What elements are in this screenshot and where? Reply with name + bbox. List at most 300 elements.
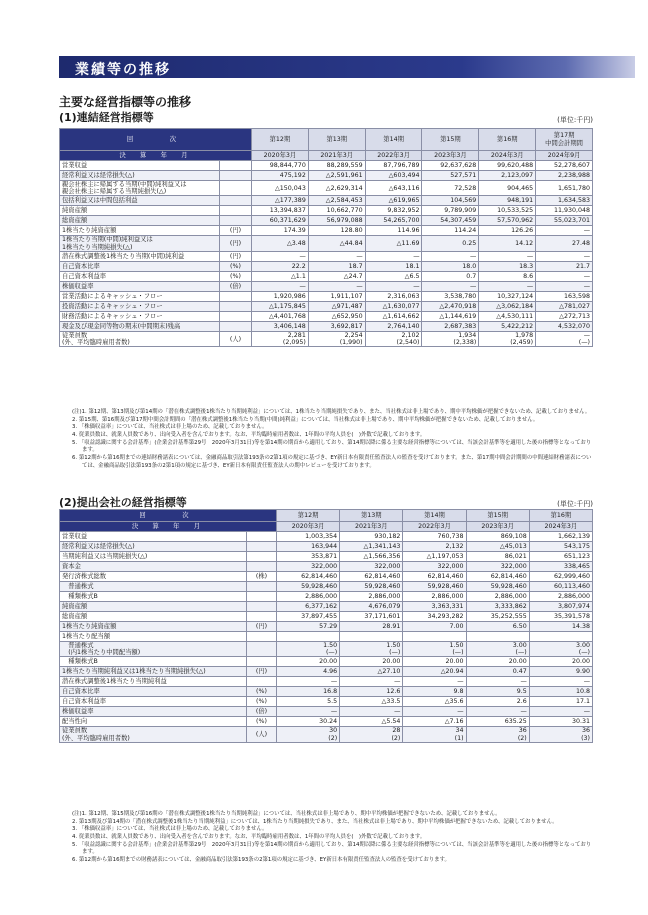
row-unit xyxy=(247,642,277,657)
cell-value: 54,265,700 xyxy=(365,216,422,226)
cell-value: 30.31 xyxy=(529,717,592,727)
cell-value: — xyxy=(403,707,466,717)
cell-value: — xyxy=(340,677,403,687)
row-label: 経常利益又は経常損失(△) xyxy=(60,542,247,552)
cell-value: 88,289,559 xyxy=(308,161,365,171)
cell-value: 30.24 xyxy=(277,717,340,727)
cell-value: — xyxy=(252,251,309,261)
table-row xyxy=(60,261,593,271)
cell-value: △11.69 xyxy=(365,236,422,251)
table-row xyxy=(60,321,593,331)
cell-value: 760,738 xyxy=(403,532,466,542)
cell-value: 57.29 xyxy=(277,622,340,632)
cell-value: △2,584,453 xyxy=(308,196,365,206)
date-col-header: 2020年3月 xyxy=(252,151,309,161)
period-col-header: 第15期 xyxy=(466,510,529,522)
cell-value: △643,116 xyxy=(365,181,422,196)
table-row xyxy=(60,236,593,251)
cell-value: — (—) xyxy=(536,331,593,346)
cell-value: △3,062,184 xyxy=(479,301,536,311)
cell-value: 14.38 xyxy=(529,622,592,632)
cell-value: △971,487 xyxy=(308,301,365,311)
table-row xyxy=(60,697,593,707)
cell-value: 6,377,162 xyxy=(277,602,340,612)
row-unit xyxy=(220,161,252,171)
cell-value: 87,796,789 xyxy=(365,161,422,171)
cell-value: 18.0 xyxy=(422,261,479,271)
table-row xyxy=(60,532,593,542)
note-item: 3. 「株価収益率」については、当社株式は非上場のため、記載しておりません。 xyxy=(72,826,268,833)
cell-value: 62,814,460 xyxy=(466,572,529,582)
cell-value: 2,886,000 xyxy=(403,592,466,602)
row-label: 発行済株式総数 xyxy=(60,572,247,582)
row-label: 自己資本利益率 xyxy=(60,697,247,707)
period-col-header: 第12期 xyxy=(277,510,340,522)
cell-value: △272,713 xyxy=(536,311,593,321)
cell-value: 6.50 xyxy=(466,622,529,632)
cell-value: △4,530,111 xyxy=(479,311,536,321)
cell-value: △27.10 xyxy=(340,667,403,677)
row-unit: (円) xyxy=(247,667,277,677)
cell-value: 322,000 xyxy=(277,562,340,572)
cell-value: 3.00 (—) xyxy=(529,642,592,657)
cell-value: 4,532,070 xyxy=(536,321,593,331)
consolidated-notes xyxy=(59,409,593,470)
row-label: 包括利益又は中間包括利益 xyxy=(60,196,220,206)
table-row xyxy=(60,281,593,291)
row-label: 自己資本比率 xyxy=(60,261,220,271)
cell-value: 59,928,460 xyxy=(277,582,340,592)
table-row xyxy=(60,552,593,562)
row-unit xyxy=(247,582,277,592)
row-unit xyxy=(247,632,277,642)
date-col-header: 2023年3月 xyxy=(422,151,479,161)
date-col-header: 2022年3月 xyxy=(365,151,422,161)
cell-value: 12.6 xyxy=(340,687,403,697)
cell-value: △150,043 xyxy=(252,181,309,196)
cell-value: △1.1 xyxy=(252,271,309,281)
cell-value: 163,598 xyxy=(536,291,593,301)
row-label: 潜在株式調整後1株当たり当期(中間)純利益 xyxy=(60,251,220,261)
row-unit xyxy=(247,542,277,552)
table-row xyxy=(60,592,593,602)
cell-value: — xyxy=(277,677,340,687)
row-unit xyxy=(247,677,277,687)
cell-value: 10.8 xyxy=(529,687,592,697)
row-unit xyxy=(247,562,277,572)
cell-value: — xyxy=(466,707,529,717)
cell-value: 57,570,962 xyxy=(479,216,536,226)
period-col-header: 第14期 xyxy=(365,129,422,151)
cell-value: 4,676,079 xyxy=(340,602,403,612)
company-title: (2)提出会社の経営指標等 xyxy=(59,496,187,509)
table-row xyxy=(60,582,593,592)
cell-value: 56,979,088 xyxy=(308,216,365,226)
cell-value: 338,465 xyxy=(529,562,592,572)
date-header: 決 算 年 月 xyxy=(60,151,252,161)
cell-value: — xyxy=(536,281,593,291)
cell-value: — xyxy=(365,251,422,261)
cell-value: 99,620,488 xyxy=(479,161,536,171)
cell-value: 27.48 xyxy=(536,236,593,251)
cell-value: 60,371,629 xyxy=(252,216,309,226)
table-row xyxy=(60,622,593,632)
row-unit: (人) xyxy=(247,727,277,742)
cell-value: 322,000 xyxy=(340,562,403,572)
period-col-header: 第13期 xyxy=(340,510,403,522)
cell-value: 35,391,578 xyxy=(529,612,592,622)
row-label: 潜在株式調整後1株当たり当期純利益 xyxy=(60,677,247,687)
cell-value: 930,182 xyxy=(340,532,403,542)
cell-value: 1,634,583 xyxy=(536,196,593,206)
cell-value: — xyxy=(308,281,365,291)
table-row xyxy=(60,251,593,261)
table-row xyxy=(60,562,593,572)
row-unit xyxy=(220,196,252,206)
cell-value: △781,027 xyxy=(536,301,593,311)
cell-value: — xyxy=(422,281,479,291)
cell-value: 10,662,770 xyxy=(308,206,365,216)
cell-value: 21.7 xyxy=(536,261,593,271)
cell-value: 1,978 (2,459) xyxy=(479,331,536,346)
cell-value: 0.47 xyxy=(466,667,529,677)
row-unit: (円) xyxy=(220,226,252,236)
row-unit xyxy=(220,206,252,216)
cell-value: 2.6 xyxy=(466,697,529,707)
table-row xyxy=(60,602,593,612)
cell-value: 0.25 xyxy=(422,236,479,251)
row-unit xyxy=(220,291,252,301)
row-label: 配当性向 xyxy=(60,717,247,727)
cell-value: △1,614,662 xyxy=(365,311,422,321)
row-label: 資本金 xyxy=(60,562,247,572)
cell-value: △1,566,356 xyxy=(340,552,403,562)
cell-value: 35,252,555 xyxy=(466,612,529,622)
row-label: 普通株式 xyxy=(60,582,247,592)
cell-value xyxy=(277,632,340,642)
row-label: 自己資本利益率 xyxy=(60,271,220,281)
period-header: 回 次 xyxy=(60,129,252,151)
cell-value: 59,928,460 xyxy=(340,582,403,592)
note-item: 4. 従業員数は、就業人員数であり、出向受入者を含んでおります。なお、平均臨時雇用者数は、1年間の平均人員を( )外数で記載しております。 xyxy=(72,432,426,439)
row-unit: (%) xyxy=(247,717,277,727)
row-label: 1株当たり純資産額 xyxy=(60,622,247,632)
note-item: (注)1. 第12期、第13期及び第14期の「潜在株式調整後1株当たり当期純利益」については、1株当たり当期純損失であり、また、当社株式は非上場であり、期中平均株価が把握できないため、記載しておりません。 xyxy=(72,409,591,415)
cell-value: 34,293,282 xyxy=(403,612,466,622)
cell-value: 30 (2) xyxy=(277,727,340,742)
cell-value: △7.16 xyxy=(403,717,466,727)
cell-value: △619,965 xyxy=(365,196,422,206)
cell-value: — xyxy=(403,677,466,687)
table-row xyxy=(60,291,593,301)
period-col-header: 第16期 xyxy=(529,510,592,522)
table-row xyxy=(60,181,593,196)
cell-value: 22.2 xyxy=(252,261,309,271)
cell-value: 1.50 (—) xyxy=(403,642,466,657)
cell-value: 3.00 (—) xyxy=(466,642,529,657)
cell-value: 126.26 xyxy=(479,226,536,236)
cell-value: 2,687,383 xyxy=(422,321,479,331)
row-unit xyxy=(247,657,277,667)
row-label: 1株当たり当期純利益又は1株当たり当期純損失(△) xyxy=(60,667,247,677)
cell-value: △35.6 xyxy=(403,697,466,707)
cell-value: 37,171,601 xyxy=(340,612,403,622)
cell-value: △5.54 xyxy=(340,717,403,727)
row-label: 種類株式B xyxy=(60,657,247,667)
period-col-header: 第15期 xyxy=(422,129,479,151)
table-row xyxy=(60,572,593,582)
cell-value: 2,238,988 xyxy=(536,171,593,181)
cell-value: 527,571 xyxy=(422,171,479,181)
row-unit xyxy=(220,301,252,311)
cell-value: — xyxy=(252,281,309,291)
cell-value: △2,591,961 xyxy=(308,171,365,181)
cell-value: △20.94 xyxy=(403,667,466,677)
row-unit xyxy=(220,311,252,321)
cell-value: 2,316,063 xyxy=(365,291,422,301)
note-item: 2. 第15期、第16期及び第17期中間会計期間の「潜在株式調整後1株当たり当期(中間)純利益」については、当社株式は非上場であり、期中平均株価が把握できないため、記載しておりません。 xyxy=(72,416,539,423)
banner-title: 業績等の推移 xyxy=(75,62,171,78)
row-label: 総資産額 xyxy=(60,612,247,622)
cell-value: 904,465 xyxy=(479,181,536,196)
cell-value: 28.91 xyxy=(340,622,403,632)
cell-value: — xyxy=(340,707,403,717)
cell-value: 9,789,909 xyxy=(422,206,479,216)
table-row xyxy=(60,717,593,727)
cell-value: 635.25 xyxy=(466,717,529,727)
cell-value: 52,278,607 xyxy=(536,161,593,171)
cell-value: — xyxy=(277,707,340,717)
cell-value: 0.7 xyxy=(422,271,479,281)
row-label: 1株当たり配当額 xyxy=(60,632,247,642)
row-label: 親会社株主に帰属する当期(中間)純利益又は 親会社株主に帰属する当期純損失(△) xyxy=(60,181,220,196)
cell-value: 9.5 xyxy=(466,687,529,697)
cell-value: 3,363,331 xyxy=(403,602,466,612)
company-indicators-table xyxy=(59,509,593,743)
table-row xyxy=(60,216,593,226)
cell-value: 104,569 xyxy=(422,196,479,206)
period-col-header: 第17期 中間会計期間 xyxy=(536,129,593,151)
table-row xyxy=(60,642,593,657)
row-unit: (人) xyxy=(220,331,252,346)
table-row xyxy=(60,687,593,697)
cell-value: 163,944 xyxy=(277,542,340,552)
cell-value: 34 (1) xyxy=(403,727,466,742)
cell-value: — xyxy=(365,281,422,291)
cell-value: △652,950 xyxy=(308,311,365,321)
row-unit xyxy=(220,171,252,181)
cell-value: — xyxy=(466,677,529,687)
table-row xyxy=(60,707,593,717)
cell-value: 55,023,701 xyxy=(536,216,593,226)
row-label: 自己資本比率 xyxy=(60,687,247,697)
cell-value: 1,003,354 xyxy=(277,532,340,542)
date-col-header: 2022年3月 xyxy=(403,522,466,532)
cell-value: — xyxy=(536,271,593,281)
cell-value: 9.90 xyxy=(529,667,592,677)
row-label: 経常利益又は経常損失(△) xyxy=(60,171,220,181)
cell-value: 5.5 xyxy=(277,697,340,707)
row-unit: (円) xyxy=(220,251,252,261)
row-label: 株価収益率 xyxy=(60,707,247,717)
cell-value: 2,886,000 xyxy=(466,592,529,602)
cell-value: △1,144,619 xyxy=(422,311,479,321)
cell-value: 475,192 xyxy=(252,171,309,181)
cell-value: — xyxy=(536,226,593,236)
row-unit xyxy=(220,216,252,226)
period-header: 回 次 xyxy=(60,510,277,522)
cell-value: 2,886,000 xyxy=(340,592,403,602)
cell-value: 10,327,124 xyxy=(479,291,536,301)
period-col-header: 第13期 xyxy=(308,129,365,151)
cell-value xyxy=(403,632,466,642)
cell-value: 20.00 xyxy=(340,657,403,667)
date-col-header: 2021年3月 xyxy=(308,151,365,161)
cell-value: 18.7 xyxy=(308,261,365,271)
cell-value: 1.50 (—) xyxy=(340,642,403,657)
row-label: 従業員数 (外、平均臨時雇用者数) xyxy=(60,331,220,346)
table-row xyxy=(60,612,593,622)
cell-value: 869,108 xyxy=(466,532,529,542)
cell-value: 54,307,459 xyxy=(422,216,479,226)
cell-value: 72,528 xyxy=(422,181,479,196)
cell-value: 10,533,525 xyxy=(479,206,536,216)
date-col-header: 2024年3月 xyxy=(529,522,592,532)
cell-value: 36 (3) xyxy=(529,727,592,742)
cell-value: 60,113,460 xyxy=(529,582,592,592)
table-row xyxy=(60,727,593,742)
cell-value xyxy=(466,632,529,642)
cell-value: 2,132 xyxy=(403,542,466,552)
cell-value: △33.5 xyxy=(340,697,403,707)
cell-value: 14.12 xyxy=(479,236,536,251)
note-item: 6. 第12期から第16期までの財務諸表については、金融商品取引法第193条の2第1項の規定に基づき、EY新日本有限責任監査法人の監査を受けております。 xyxy=(72,857,450,864)
cell-value: — xyxy=(479,251,536,261)
table-row xyxy=(60,206,593,216)
note-item: 3. 「株価収益率」については、当社株式は非上場のため、記載しておりません。 xyxy=(72,424,268,431)
table-row xyxy=(60,226,593,236)
company-unit: (単位:千円) xyxy=(557,500,593,508)
row-unit xyxy=(247,602,277,612)
cell-value: 2,886,000 xyxy=(277,592,340,602)
cell-value: △1,197,053 xyxy=(403,552,466,562)
row-unit: (%) xyxy=(220,261,252,271)
row-label: 現金及び現金同等物の期末(中間期末)残高 xyxy=(60,321,220,331)
cell-value: △44.84 xyxy=(308,236,365,251)
cell-value: 5,422,212 xyxy=(479,321,536,331)
note-item: 2. 第13期及び第14期の「潜在株式調整後1株当たり当期純利益」については、1株当たり当期純損失であり、また、当社株式は非上場であり、期中平均株価が把握できないため、記載しておりません。 xyxy=(72,818,558,825)
cell-value: △24.7 xyxy=(308,271,365,281)
period-col-header: 第12期 xyxy=(252,129,309,151)
row-unit xyxy=(247,592,277,602)
page-banner xyxy=(59,56,635,78)
cell-value: 86,021 xyxy=(466,552,529,562)
row-label: 1株当たり純資産額 xyxy=(60,226,220,236)
cell-value: 322,000 xyxy=(403,562,466,572)
row-label: 総資産額 xyxy=(60,216,220,226)
row-label: 普通株式 (内1株当たり中間配当額) xyxy=(60,642,247,657)
row-unit xyxy=(220,321,252,331)
row-unit: (倍) xyxy=(220,281,252,291)
cell-value: 9,832,952 xyxy=(365,206,422,216)
cell-value: 20.00 xyxy=(529,657,592,667)
row-label: 種類株式B xyxy=(60,592,247,602)
cell-value: 37,897,455 xyxy=(277,612,340,622)
cell-value: 1,662,139 xyxy=(529,532,592,542)
cell-value: 3,807,974 xyxy=(529,602,592,612)
cell-value: 3,333,862 xyxy=(466,602,529,612)
cell-value: △45,013 xyxy=(466,542,529,552)
cell-value: 353,871 xyxy=(277,552,340,562)
cell-value: 1,651,780 xyxy=(536,181,593,196)
cell-value: 20.00 xyxy=(403,657,466,667)
row-unit xyxy=(247,552,277,562)
row-label: 純資産額 xyxy=(60,602,247,612)
row-unit: (円) xyxy=(247,622,277,632)
table-row xyxy=(60,632,593,642)
cell-value: △603,494 xyxy=(365,171,422,181)
row-unit: (%) xyxy=(247,687,277,697)
cell-value: — xyxy=(536,251,593,261)
table-row xyxy=(60,667,593,677)
row-unit: (円) xyxy=(220,236,252,251)
cell-value: 59,928,460 xyxy=(466,582,529,592)
row-label: 純資産額 xyxy=(60,206,220,216)
period-col-header: 第16期 xyxy=(479,129,536,151)
cell-value: 59,928,460 xyxy=(403,582,466,592)
note-item: 5. 「収益認識に関する会計基準」(企業会計基準第29号 2020年3月31日)等を第14期の期首から適用しており、第14期以降に係る主要な経営指標等については、当該会計基準等を適用した後の指標等となっております。 xyxy=(72,439,592,454)
cell-value: △1,175,845 xyxy=(252,301,309,311)
table-row xyxy=(60,331,593,346)
date-col-header: 2024年3月 xyxy=(479,151,536,161)
cell-value: — xyxy=(479,281,536,291)
cell-value: △4,401,768 xyxy=(252,311,309,321)
cell-value: 2,123,097 xyxy=(479,171,536,181)
table-row xyxy=(60,657,593,667)
table-row xyxy=(60,677,593,687)
cell-value: 2,886,000 xyxy=(529,592,592,602)
table-row xyxy=(60,542,593,552)
cell-value: 20.00 xyxy=(277,657,340,667)
cell-value: 18.3 xyxy=(479,261,536,271)
cell-value: 1.50 (—) xyxy=(277,642,340,657)
date-col-header: 2021年3月 xyxy=(340,522,403,532)
company-notes xyxy=(59,811,593,865)
row-unit: (%) xyxy=(247,697,277,707)
table-row xyxy=(60,196,593,206)
cell-value: 4.96 xyxy=(277,667,340,677)
row-unit: (%) xyxy=(220,271,252,281)
table-row xyxy=(60,271,593,281)
cell-value: 62,814,460 xyxy=(340,572,403,582)
row-unit: (株) xyxy=(247,572,277,582)
cell-value xyxy=(340,632,403,642)
cell-value: 543,175 xyxy=(529,542,592,552)
cell-value: — xyxy=(308,251,365,261)
period-col-header: 第14期 xyxy=(403,510,466,522)
cell-value: 948,191 xyxy=(479,196,536,206)
date-col-header: 2024年9月 xyxy=(536,151,593,161)
consolidated-unit: (単位:千円) xyxy=(557,116,593,124)
cell-value: 18.1 xyxy=(365,261,422,271)
cell-value xyxy=(529,632,592,642)
row-label: 投資活動によるキャッシュ・フロー xyxy=(60,301,220,311)
cell-value: 2,281 (2,095) xyxy=(252,331,309,346)
row-label: 従業員数 (外、平均臨時雇用者数) xyxy=(60,727,247,742)
cell-value: △6.5 xyxy=(365,271,422,281)
note-item: 5. 「収益認識に関する会計基準」(企業会計基準第29号 2020年3月31日)等を第14期の期首から適用しており、第14期以降に係る主要な経営指標等については、当該会計基準等を適用した後の指標等となっております。 xyxy=(72,841,592,856)
cell-value: △1,341,143 xyxy=(340,542,403,552)
